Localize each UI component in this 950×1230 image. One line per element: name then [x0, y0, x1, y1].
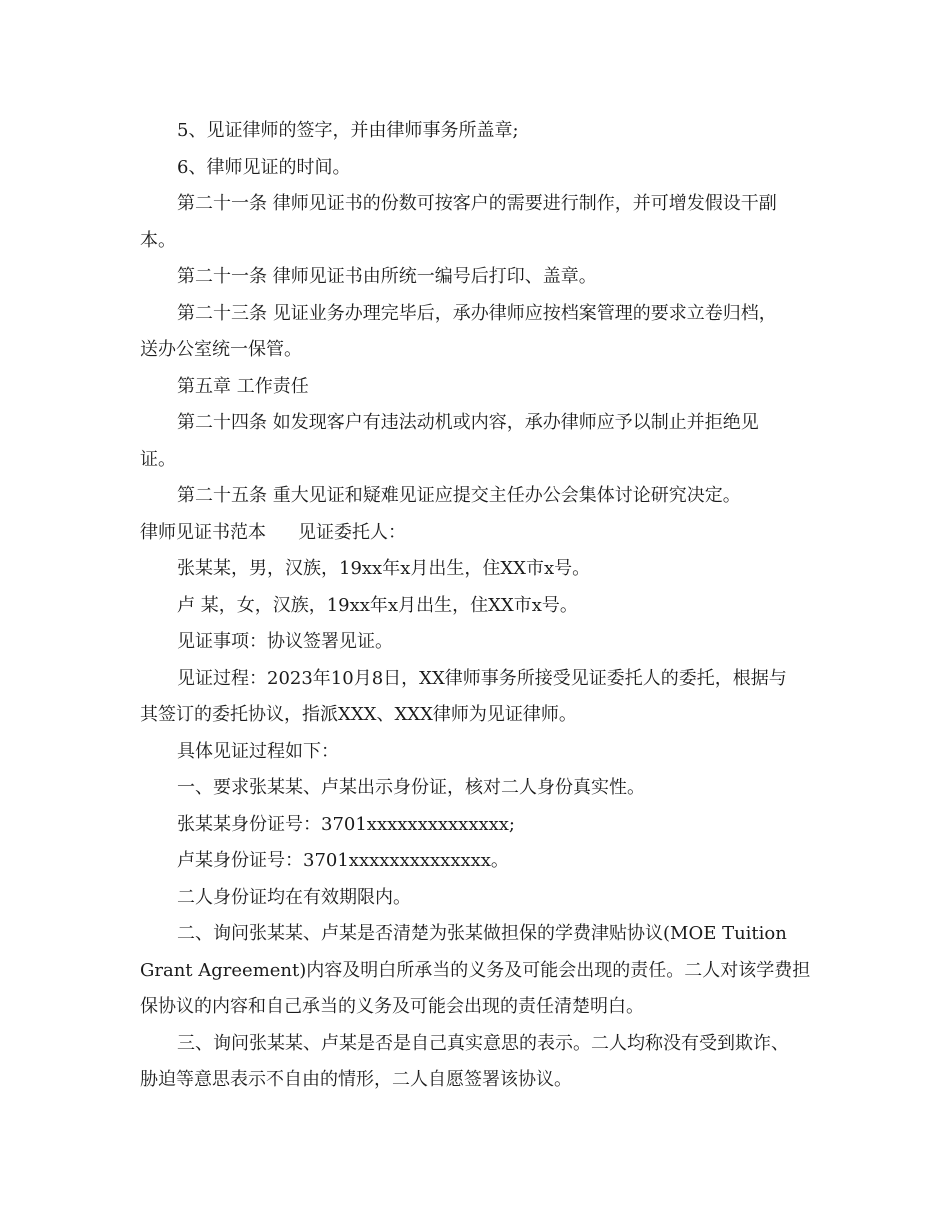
text-line: 第二十五条 重大见证和疑难见证应提交主任办公会集体讨论研究决定。 [177, 485, 741, 506]
text-line: 6、律师见证的时间。 [177, 157, 351, 178]
text-line: 第二十一条 律师见证书的份数可按客户的需要进行制作，并可增发假设干副 [177, 193, 777, 214]
text-line: 卢 某，女，汉族，19xx年x月出生，住XX市x号。 [177, 595, 578, 616]
client-label: 见证委托人： [298, 522, 406, 543]
text-line: 证。 [140, 449, 176, 470]
text-line: 其签订的委托协议，指派XXX、XXX律师为见证律师。 [140, 704, 577, 725]
text-line: 第二十三条 见证业务办理完毕后，承办律师应按档案管理的要求立卷归档， [177, 303, 777, 324]
text-line: 见证过程：2023年10月8日，XX律师事务所接受见证委托人的委托，根据与 [177, 668, 787, 689]
text-line: 本。 [140, 230, 176, 251]
text-line: 见证事项：协议签署见证。 [177, 631, 393, 652]
text-line: 第二十四条 如发现客户有违法动机或内容，承办律师应予以制止并拒绝见 [177, 412, 759, 433]
text-line: 第二十一条 律师见证书由所统一编号后打印、盖章。 [177, 266, 597, 287]
text-line: Grant Agreement)内容及明白所承当的义务及可能会出现的责任。二人对该学费担 [140, 960, 811, 981]
text-line: 张某某身份证号：3701xxxxxxxxxxxxxx; [177, 814, 515, 835]
text-line: 送办公室统一保管。 [140, 339, 302, 360]
text-line: 一、要求张某某、卢某出示身份证，核对二人身份真实性。 [177, 777, 645, 798]
text-line: 三、询问张某某、卢某是否是自己真实意思的表示。二人均称没有受到欺诈、 [177, 1033, 789, 1054]
text-line: 具体见证过程如下： [177, 741, 339, 762]
text-line: 张某某，男，汉族，19xx年x月出生，住XX市x号。 [177, 558, 591, 579]
text-line: 二人身份证均在有效期限内。 [177, 887, 411, 908]
template-title-line [140, 518, 820, 548]
text-line: 卢某身份证号：3701xxxxxxxxxxxxxx。 [177, 850, 509, 871]
chapter-heading: 第五章 工作责任 [177, 376, 309, 397]
text-line: 胁迫等意思表示不自由的情形，二人自愿签署该协议。 [140, 1069, 572, 1090]
text-line: 保协议的内容和自己承当的义务及可能会出现的责任清楚明白。 [140, 996, 644, 1017]
text-line: 二、询问张某某、卢某是否清楚为张某做担保的学费津贴协议(MOE Tuition [177, 923, 787, 944]
template-title: 律师见证书范本 [140, 522, 266, 543]
text-line: 5、见证律师的签字，并由律师事务所盖章; [177, 120, 519, 141]
